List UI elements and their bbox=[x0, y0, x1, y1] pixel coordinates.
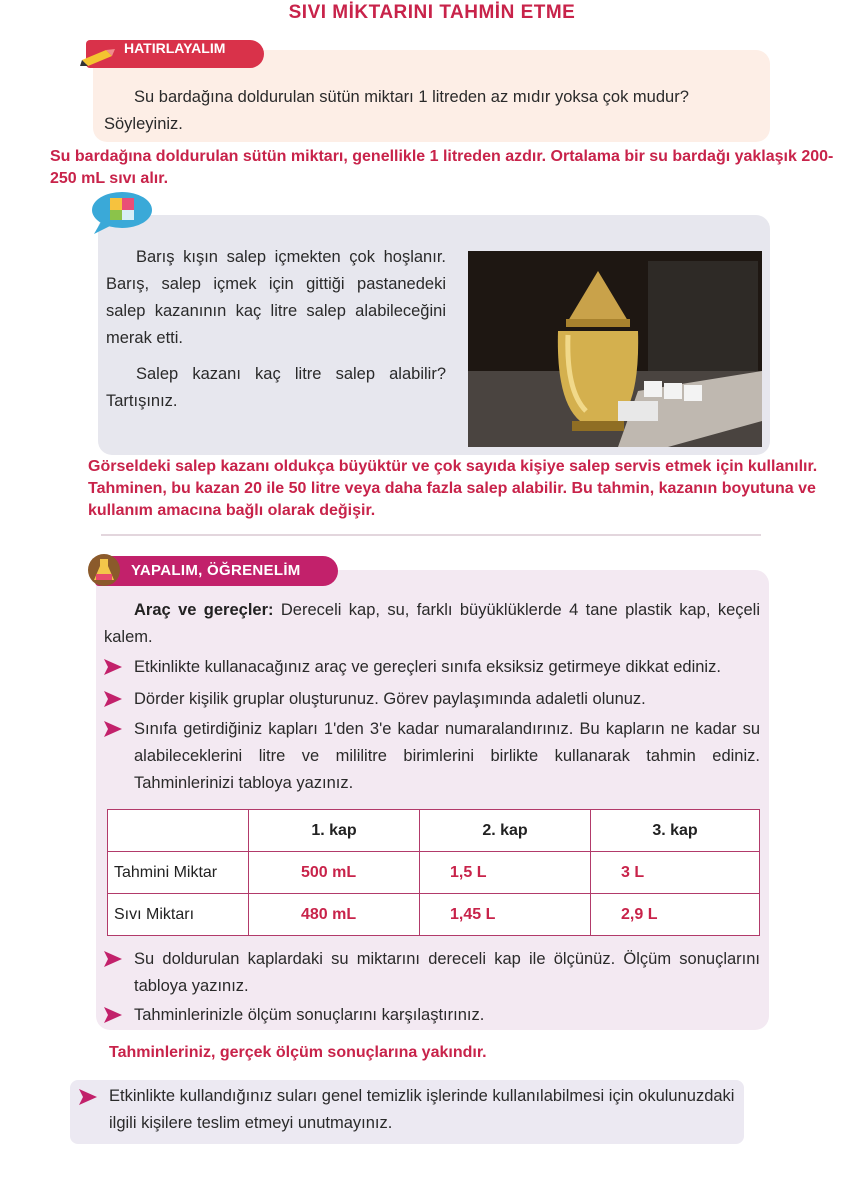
activity-ribbon bbox=[95, 556, 338, 586]
final-note bbox=[79, 1083, 739, 1137]
table-header-row bbox=[108, 810, 760, 852]
bullet-text: Su doldurulan kaplardaki su miktarını dereceli kap ile ölçünüz. Ölçüm sonuçlarını tabloya yazınız. bbox=[134, 950, 760, 995]
table-cell: 480 mL bbox=[249, 894, 420, 936]
table-cell: 3 L bbox=[591, 852, 760, 894]
bullet-item bbox=[104, 654, 760, 681]
table-cell: 2,9 L bbox=[591, 894, 760, 936]
table-header-cell bbox=[108, 810, 249, 852]
pencil-icon bbox=[80, 46, 116, 66]
arrow-bullet-icon bbox=[104, 721, 122, 737]
bullet-item bbox=[104, 1002, 760, 1029]
salep-kettle-illustration bbox=[468, 251, 762, 447]
activity-label: YAPALIM, ÖĞRENELİM bbox=[131, 562, 301, 579]
arrow-bullet-icon bbox=[104, 691, 122, 707]
table-header-cell: 3. kap bbox=[591, 810, 760, 852]
lab-flask-icon bbox=[86, 552, 122, 588]
bullet-item bbox=[104, 716, 760, 797]
table-header-cell: 1. kap bbox=[249, 810, 420, 852]
answer-comparison: Tahminleriniz, gerçek ölçüm sonuçlarına yakındır. bbox=[109, 1044, 487, 1061]
estimate-table bbox=[107, 809, 760, 936]
arrow-bullet-icon bbox=[104, 659, 122, 675]
tools-text: Dereceli kap, su, farklı büyüklüklerde 4 tane plastik kap, keçeli kalem. bbox=[104, 601, 761, 646]
page-title: SIVI MİKTARINI TAHMİN ETME bbox=[288, 2, 576, 23]
bullet-text: Dörder kişilik gruplar oluşturunuz. Görev paylaşımında adaletli olunuz. bbox=[134, 690, 646, 708]
section-divider bbox=[101, 534, 761, 536]
story-paragraph-2: Salep kazanı kaç litre salep alabilir? Tartışınız. bbox=[106, 365, 446, 410]
arrow-bullet-icon bbox=[79, 1089, 97, 1105]
bullet-item bbox=[104, 686, 760, 713]
answer-salep: Görseldeki salep kazanı oldukça büyüktür ve çok sayıda kişiye salep servis etmek için kullanılır. Tahminen, bu kazan 20 ile 50 litre veya daha fazla salep alabilir. Bu tahmin, kazanın boyutuna ve kullanım amacına bağlı olarak değişir. bbox=[88, 458, 818, 519]
puzzle-speech-icon bbox=[88, 190, 158, 236]
bullet-item bbox=[104, 946, 760, 1000]
bullet-text: Etkinlikte kullanacağınız araç ve gereçleri sınıfa eksiksiz getirmeye dikkat ediniz. bbox=[134, 658, 721, 676]
table-header-cell: 2. kap bbox=[420, 810, 591, 852]
table-row bbox=[108, 894, 760, 936]
table-cell: 500 mL bbox=[249, 852, 420, 894]
answer-milk: Su bardağına doldurulan sütün miktarı, genellikle 1 litreden azdır. Ortalama bir su bardağı yaklaşık 200-250 mL sıvı alır. bbox=[50, 148, 834, 187]
table-row-label: Tahmini Miktar bbox=[108, 852, 249, 894]
story-text bbox=[106, 244, 446, 424]
salep-kettle-photo bbox=[468, 251, 762, 447]
tools-paragraph bbox=[104, 597, 760, 651]
final-note-text: Etkinlikte kullandığınız suları genel temizlik işlerinde kullanılabilmesi için okulunuzdaki ilgili kişilere teslim etmeyi unutmayınız. bbox=[109, 1087, 735, 1132]
table-row bbox=[108, 852, 760, 894]
table-cell: 1,5 L bbox=[420, 852, 591, 894]
table-cell: 1,45 L bbox=[420, 894, 591, 936]
bullet-text: Sınıfa getirdiğiniz kapları 1'den 3'e kadar numaralandırınız. Bu kapların ne kadar su alabileceklerini litre ve mililitre birimlerini birlikte kullanarak tahmin ediniz. Tahminlerinizi tabloya yazınız. bbox=[134, 720, 760, 792]
tools-label: Araç ve gereçler: bbox=[134, 601, 274, 619]
arrow-bullet-icon bbox=[104, 1007, 122, 1023]
story-paragraph-1: Barış kışın salep içmekten çok hoşlanır. Barış, salep içmek için gittiği pastanedeki salep kazanının kaç litre salep alabileceğini merak etti. bbox=[106, 248, 446, 347]
bullet-text: Tahminlerinizle ölçüm sonuçlarını karşılaştırınız. bbox=[134, 1006, 485, 1024]
remember-question: Su bardağına doldurulan sütün miktarı 1 litreden az mıdır yoksa çok mudur? Söyleyiniz. bbox=[104, 88, 689, 133]
remember-label: HATIRLAYALIM bbox=[124, 40, 226, 56]
arrow-bullet-icon bbox=[104, 951, 122, 967]
table-row-label: Sıvı Miktarı bbox=[108, 894, 249, 936]
